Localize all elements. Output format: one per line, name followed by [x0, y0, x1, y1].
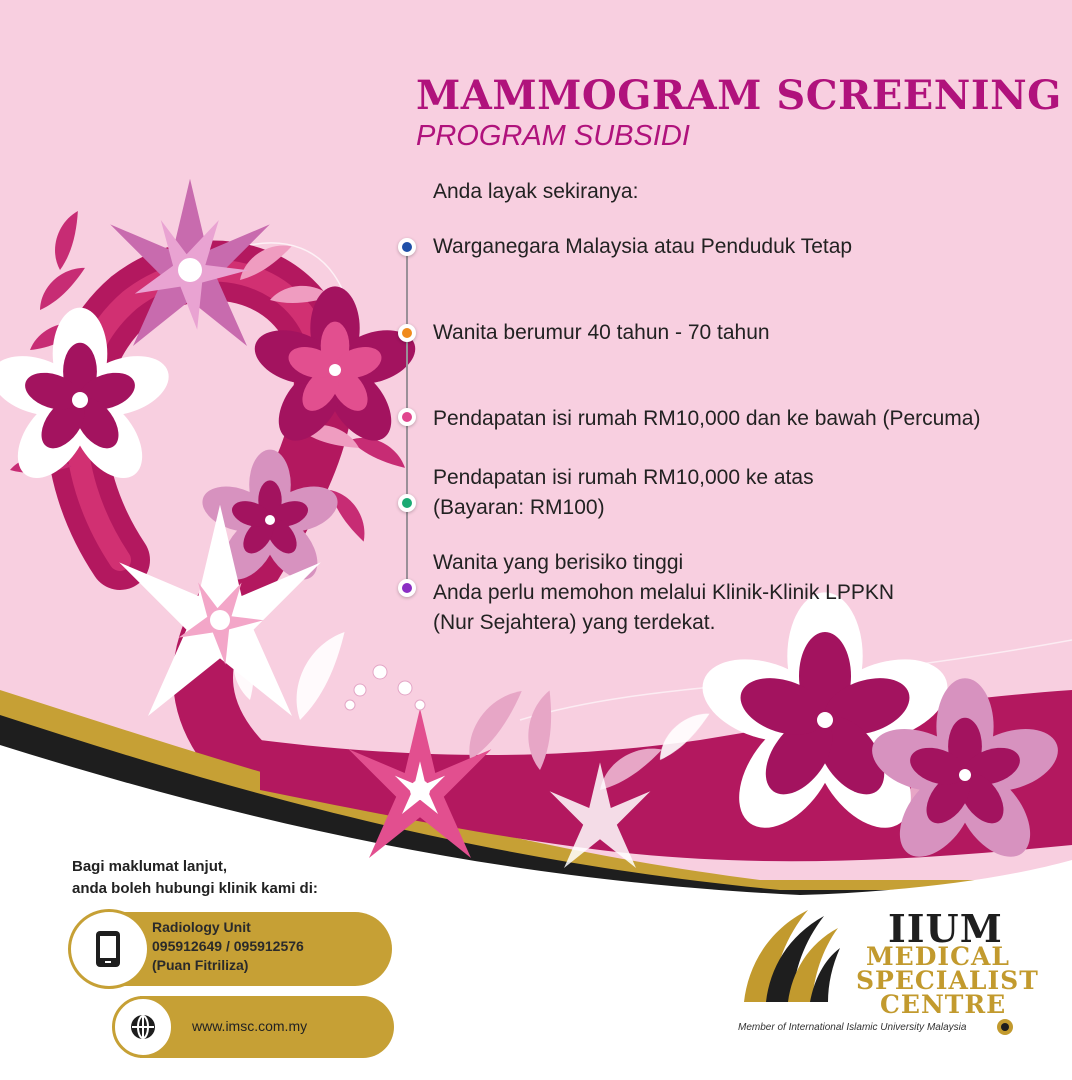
- eligibility-item-line: Pendapatan isi rumah RM10,000 ke atas: [433, 466, 814, 489]
- eligibility-item-line: Pendapatan isi rumah RM10,000 dan ke bawah (Percuma): [433, 407, 981, 430]
- contact-person: (Puan Fitriliza): [152, 957, 249, 973]
- contact-heading-line: anda boleh hubungi klinik kami di:: [72, 880, 318, 897]
- bullet-dot: [398, 579, 416, 597]
- logo-specialist: SPECIALIST: [856, 966, 1039, 995]
- logo-centre: CENTRE: [880, 990, 1007, 1019]
- eligibility-item: [433, 463, 814, 523]
- page-subtitle: PROGRAM SUBSIDI: [416, 120, 690, 152]
- logo-medical: MEDICAL: [866, 942, 1010, 971]
- logo-iium: IIUM: [888, 906, 1003, 951]
- phone-numbers[interactable]: 095912649 / 095912576: [152, 938, 304, 954]
- eligibility-item-line: Wanita yang berisiko tinggi: [433, 551, 684, 574]
- globe-icon: [129, 1013, 157, 1041]
- page-title: MAMMOGRAM SCREENING: [416, 72, 1062, 119]
- eligibility-item-line: (Nur Sejahtera) yang terdekat.: [433, 611, 716, 634]
- eligibility-item: [433, 548, 894, 638]
- bullet-dot: [398, 494, 416, 512]
- imsc-logo-mark: [738, 906, 842, 1012]
- eligibility-intro: Anda layak sekiranya:: [433, 180, 639, 203]
- eligibility-item-line: Anda perlu memohon melalui Klinik-Klinik LPPKN: [433, 581, 895, 604]
- eligibility-item-line: Warganegara Malaysia atau Penduduk Tetap: [433, 235, 853, 258]
- university-emblem-icon: [996, 1018, 1014, 1036]
- website-link[interactable]: www.imsc.com.my: [192, 1018, 308, 1034]
- bullet-dot: [398, 324, 416, 342]
- eligibility-item: [433, 318, 770, 348]
- bullet-dot: [398, 238, 416, 256]
- bullet-dot: [398, 408, 416, 426]
- phone-icon: [94, 930, 122, 968]
- logo-member-text: Member of International Islamic University Malaysia: [738, 1022, 967, 1033]
- eligibility-item-line: (Bayaran: RM100): [433, 496, 605, 519]
- radiology-unit-label: Radiology Unit: [152, 919, 251, 935]
- contact-heading: [72, 856, 318, 900]
- phone-contact-details: [152, 918, 304, 975]
- eligibility-item-line: Wanita berumur 40 tahun - 70 tahun: [433, 321, 770, 344]
- contact-heading-line: Bagi maklumat lanjut,: [72, 858, 228, 875]
- eligibility-item: [433, 232, 852, 262]
- eligibility-item: [433, 404, 980, 434]
